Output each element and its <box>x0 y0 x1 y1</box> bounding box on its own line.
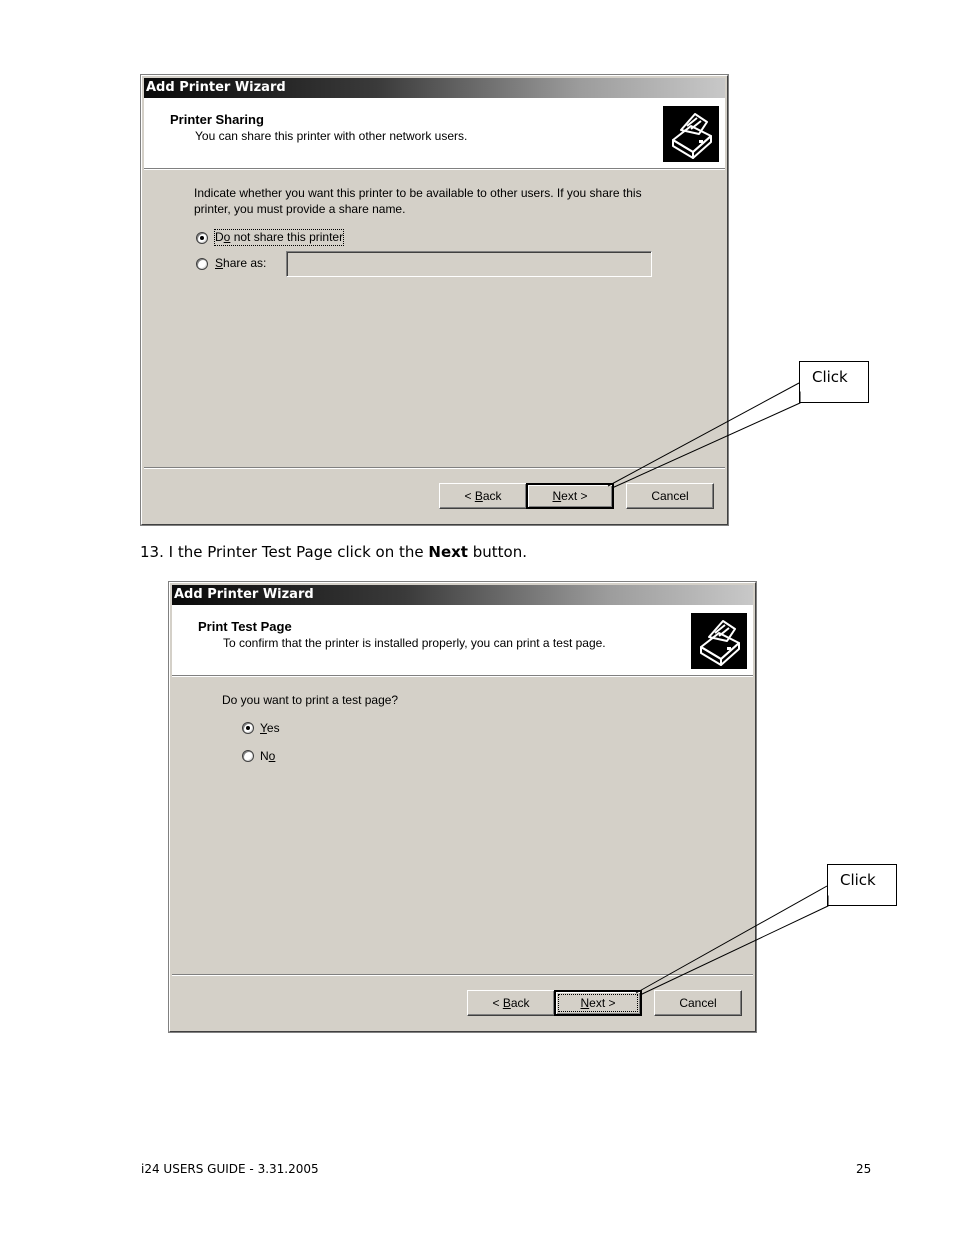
radio-yes-label[interactable] <box>260 721 280 736</box>
share-name-input[interactable] <box>286 251 652 277</box>
header-title: Printer Sharing <box>170 112 264 127</box>
next-button[interactable] <box>526 483 614 509</box>
click-callout: Click <box>799 361 869 403</box>
cancel-button[interactable]: Cancel <box>654 990 742 1016</box>
radio-share-as[interactable] <box>196 258 208 270</box>
accelerator-key: S <box>215 256 224 270</box>
accelerator-key: N <box>552 489 562 503</box>
step-text: button. <box>467 543 527 561</box>
radio-share-as-label[interactable] <box>215 256 266 271</box>
radio-do-not-share[interactable] <box>196 232 208 244</box>
button-text: ack <box>510 996 530 1010</box>
instructions-line-2: printer, you must provide a share name. <box>194 202 406 216</box>
header-subtitle: You can share this printer with other network users. <box>195 129 468 143</box>
accelerator-key: o <box>223 230 231 244</box>
footer-divider-highlight <box>172 975 753 976</box>
print-test-page-dialog <box>168 581 757 1033</box>
button-text: ext > <box>589 996 616 1010</box>
accelerator-key: o <box>268 749 276 763</box>
header-divider <box>144 169 725 170</box>
button-text: < <box>464 489 475 503</box>
next-button[interactable] <box>554 990 642 1016</box>
window-title: Add Printer Wizard <box>172 585 753 605</box>
cancel-button[interactable]: Cancel <box>626 483 714 509</box>
accelerator-key: Y <box>260 721 267 735</box>
printer-sharing-dialog <box>140 74 729 526</box>
header-subtitle: To confirm that the printer is installed properly, you can print a test page. <box>223 636 606 650</box>
label-text: N <box>260 749 269 763</box>
footer-divider-highlight <box>144 468 725 469</box>
label-text: es <box>266 721 280 735</box>
header-divider <box>172 676 753 677</box>
label-text: not share this printer <box>230 230 344 244</box>
wizard-header <box>144 98 725 169</box>
step-emphasis: Next <box>428 543 468 561</box>
printer-icon <box>663 106 719 162</box>
radio-no[interactable] <box>242 750 254 762</box>
accelerator-key: B <box>502 996 511 1010</box>
test-page-question: Do you want to print a test page? <box>222 693 399 707</box>
back-button[interactable] <box>439 483 527 509</box>
wizard-header <box>172 605 753 676</box>
label-text: D <box>215 230 224 244</box>
button-text: < <box>492 996 503 1010</box>
document-footer-title: i24 USERS GUIDE - 3.31.2005 <box>141 1162 319 1176</box>
focus-rectangle <box>559 995 637 1011</box>
accelerator-key: N <box>580 996 590 1010</box>
step-text: 13. I the Printer Test Page click on the <box>140 543 429 561</box>
accelerator-key: B <box>474 489 483 503</box>
radio-yes[interactable] <box>242 722 254 734</box>
click-callout: Click <box>827 864 897 906</box>
label-text: hare as: <box>223 256 267 270</box>
back-button[interactable] <box>467 990 555 1016</box>
radio-no-label[interactable] <box>260 749 275 764</box>
window-title: Add Printer Wizard <box>144 78 725 98</box>
button-text: ext > <box>561 489 588 503</box>
page-number: 25 <box>856 1162 872 1176</box>
button-text: ack <box>482 489 502 503</box>
printer-icon <box>691 613 747 669</box>
step-13-instruction <box>140 543 527 561</box>
radio-do-not-share-label[interactable] <box>215 230 343 245</box>
header-title: Print Test Page <box>198 619 292 634</box>
instructions-line-1: Indicate whether you want this printer to be available to other users. If you share this <box>194 186 642 200</box>
